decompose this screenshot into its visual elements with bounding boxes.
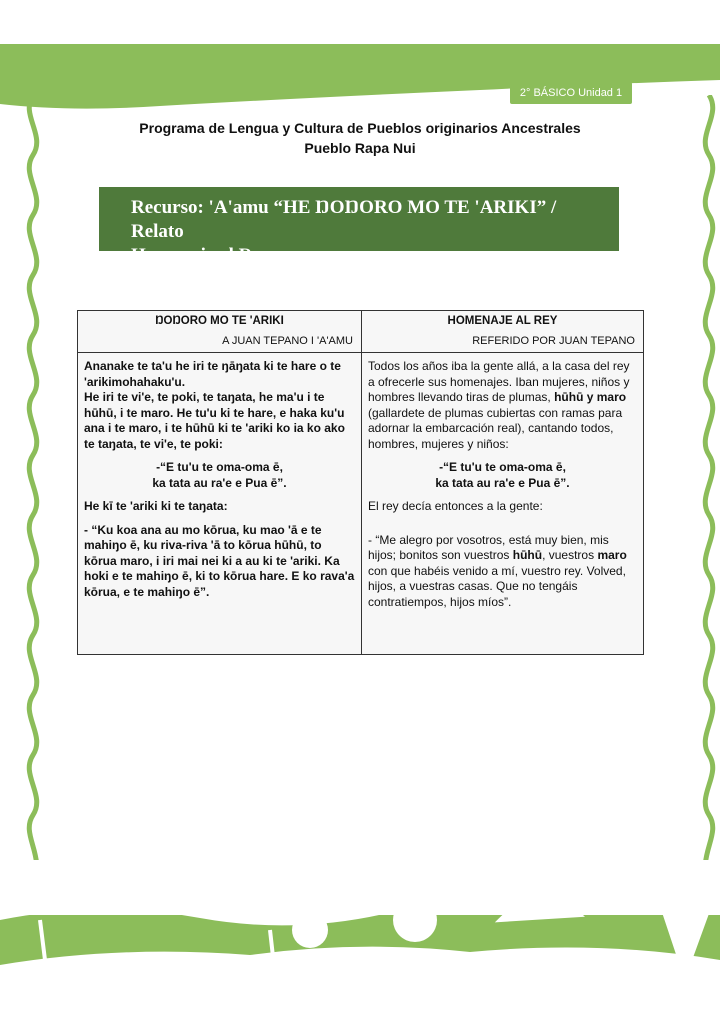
left-decorative-border: [20, 95, 46, 885]
es-bold-and: y: [583, 390, 597, 404]
rn-paragraph-1b: He iri te vi'e, te poki, te taŋata, he ma'u i te hūhū, i te maro. He tu'u ki te hare, e haka ku'u ana i te maro, i te hūhū ki te 'ariki ko ia ko ako te taŋata, te vi'e, te poki:: [84, 390, 345, 451]
es-text: con que habéis venido a mí, vuestro rey. Volved, hijos, a vuestras casas. Que no tengáis contratiempos, hijos míos”.: [368, 563, 626, 609]
right-decorative-border: [696, 95, 720, 885]
rn-song-line-1: -“E tu'u te oma-oma ē,: [156, 460, 283, 474]
es-text: (gallardete de plumas cubiertas con ramas para adornar la embarcación real), cantando todos, hombres, mujeres y niños:: [368, 405, 623, 451]
rn-paragraph-3: - “Ku koa ana au mo kōrua, ku mao 'ā e te mahiŋo ē, ku riva-riva 'ā to kōrua hūhū, to kōrua maro, i iri mai nei ki a au ki te 'ariki. Ka hoki e te mahiŋo ē, ki to kōrua hare. E ko rava'a kōrua, e te mahiŋo ē”.: [84, 522, 355, 599]
resource-title-line2: Homenaje al Rey: [131, 245, 271, 266]
program-title: Programa de Lengua y Cultura de Pueblos originarios Ancestrales: [139, 120, 581, 136]
es-song-line-1: -“E tu'u te oma-oma ē,: [439, 460, 566, 474]
rn-song-line-2: ka tata au ra'e e Pua ē”.: [152, 475, 287, 490]
left-column-subtitle: A JUAN TEPANO I 'A'AMU: [78, 332, 362, 353]
rn-paragraph-2: He kī te 'ariki ki te taŋata:: [84, 499, 228, 513]
right-column-title: HOMENAJE AL REY: [362, 311, 644, 332]
bilingual-story-table: [77, 310, 644, 655]
es-paragraph-3: [368, 533, 637, 611]
grade-unit-badge: 2° BÁSICO Unidad 1: [510, 82, 632, 104]
es-text: Todos los años iba la gente allá, a la casa del rey a ofrecerle sus homenajes. Iban mujeres, niños y hombres llevando tiras de plumas,: [368, 359, 630, 404]
es-text: - “Me alegro por vosotros, está muy bien, mis hijos; bonitos son vuestros: [368, 532, 609, 562]
rn-paragraph-1a: Ananake te ta'u he iri te ŋāŋata ki te hare o te 'arikimohahaku'u.: [84, 359, 341, 389]
es-bold-maro: maro: [596, 390, 627, 404]
es-bold-maro: maro: [597, 548, 627, 562]
es-paragraph-1: [368, 359, 637, 452]
es-paragraph-2: El rey decía entonces a la gente:: [368, 499, 543, 513]
people-title: Pueblo Rapa Nui: [304, 140, 416, 156]
es-bold-huhu: hūhū: [512, 548, 543, 562]
landscape-footer-illustration: [0, 860, 720, 1019]
es-song-line-2: ka tata au ra'e e Pua ē”.: [435, 475, 570, 490]
resource-title-line1: Recurso: 'A'amu “HE ŊOŊORO MO TE 'ARIKI” / Relato: [131, 197, 557, 242]
es-text: , vuestros: [542, 548, 598, 562]
resource-title-box: [99, 187, 619, 266]
spanish-text-cell: [362, 353, 644, 655]
left-column-title: ŊOŊORO MO TE 'ARIKI: [78, 311, 362, 332]
right-column-subtitle: REFERIDO POR JUAN TEPANO: [362, 332, 644, 353]
es-bold-huhu: hūhū: [554, 390, 584, 404]
rapa-nui-text-cell: [78, 353, 362, 655]
